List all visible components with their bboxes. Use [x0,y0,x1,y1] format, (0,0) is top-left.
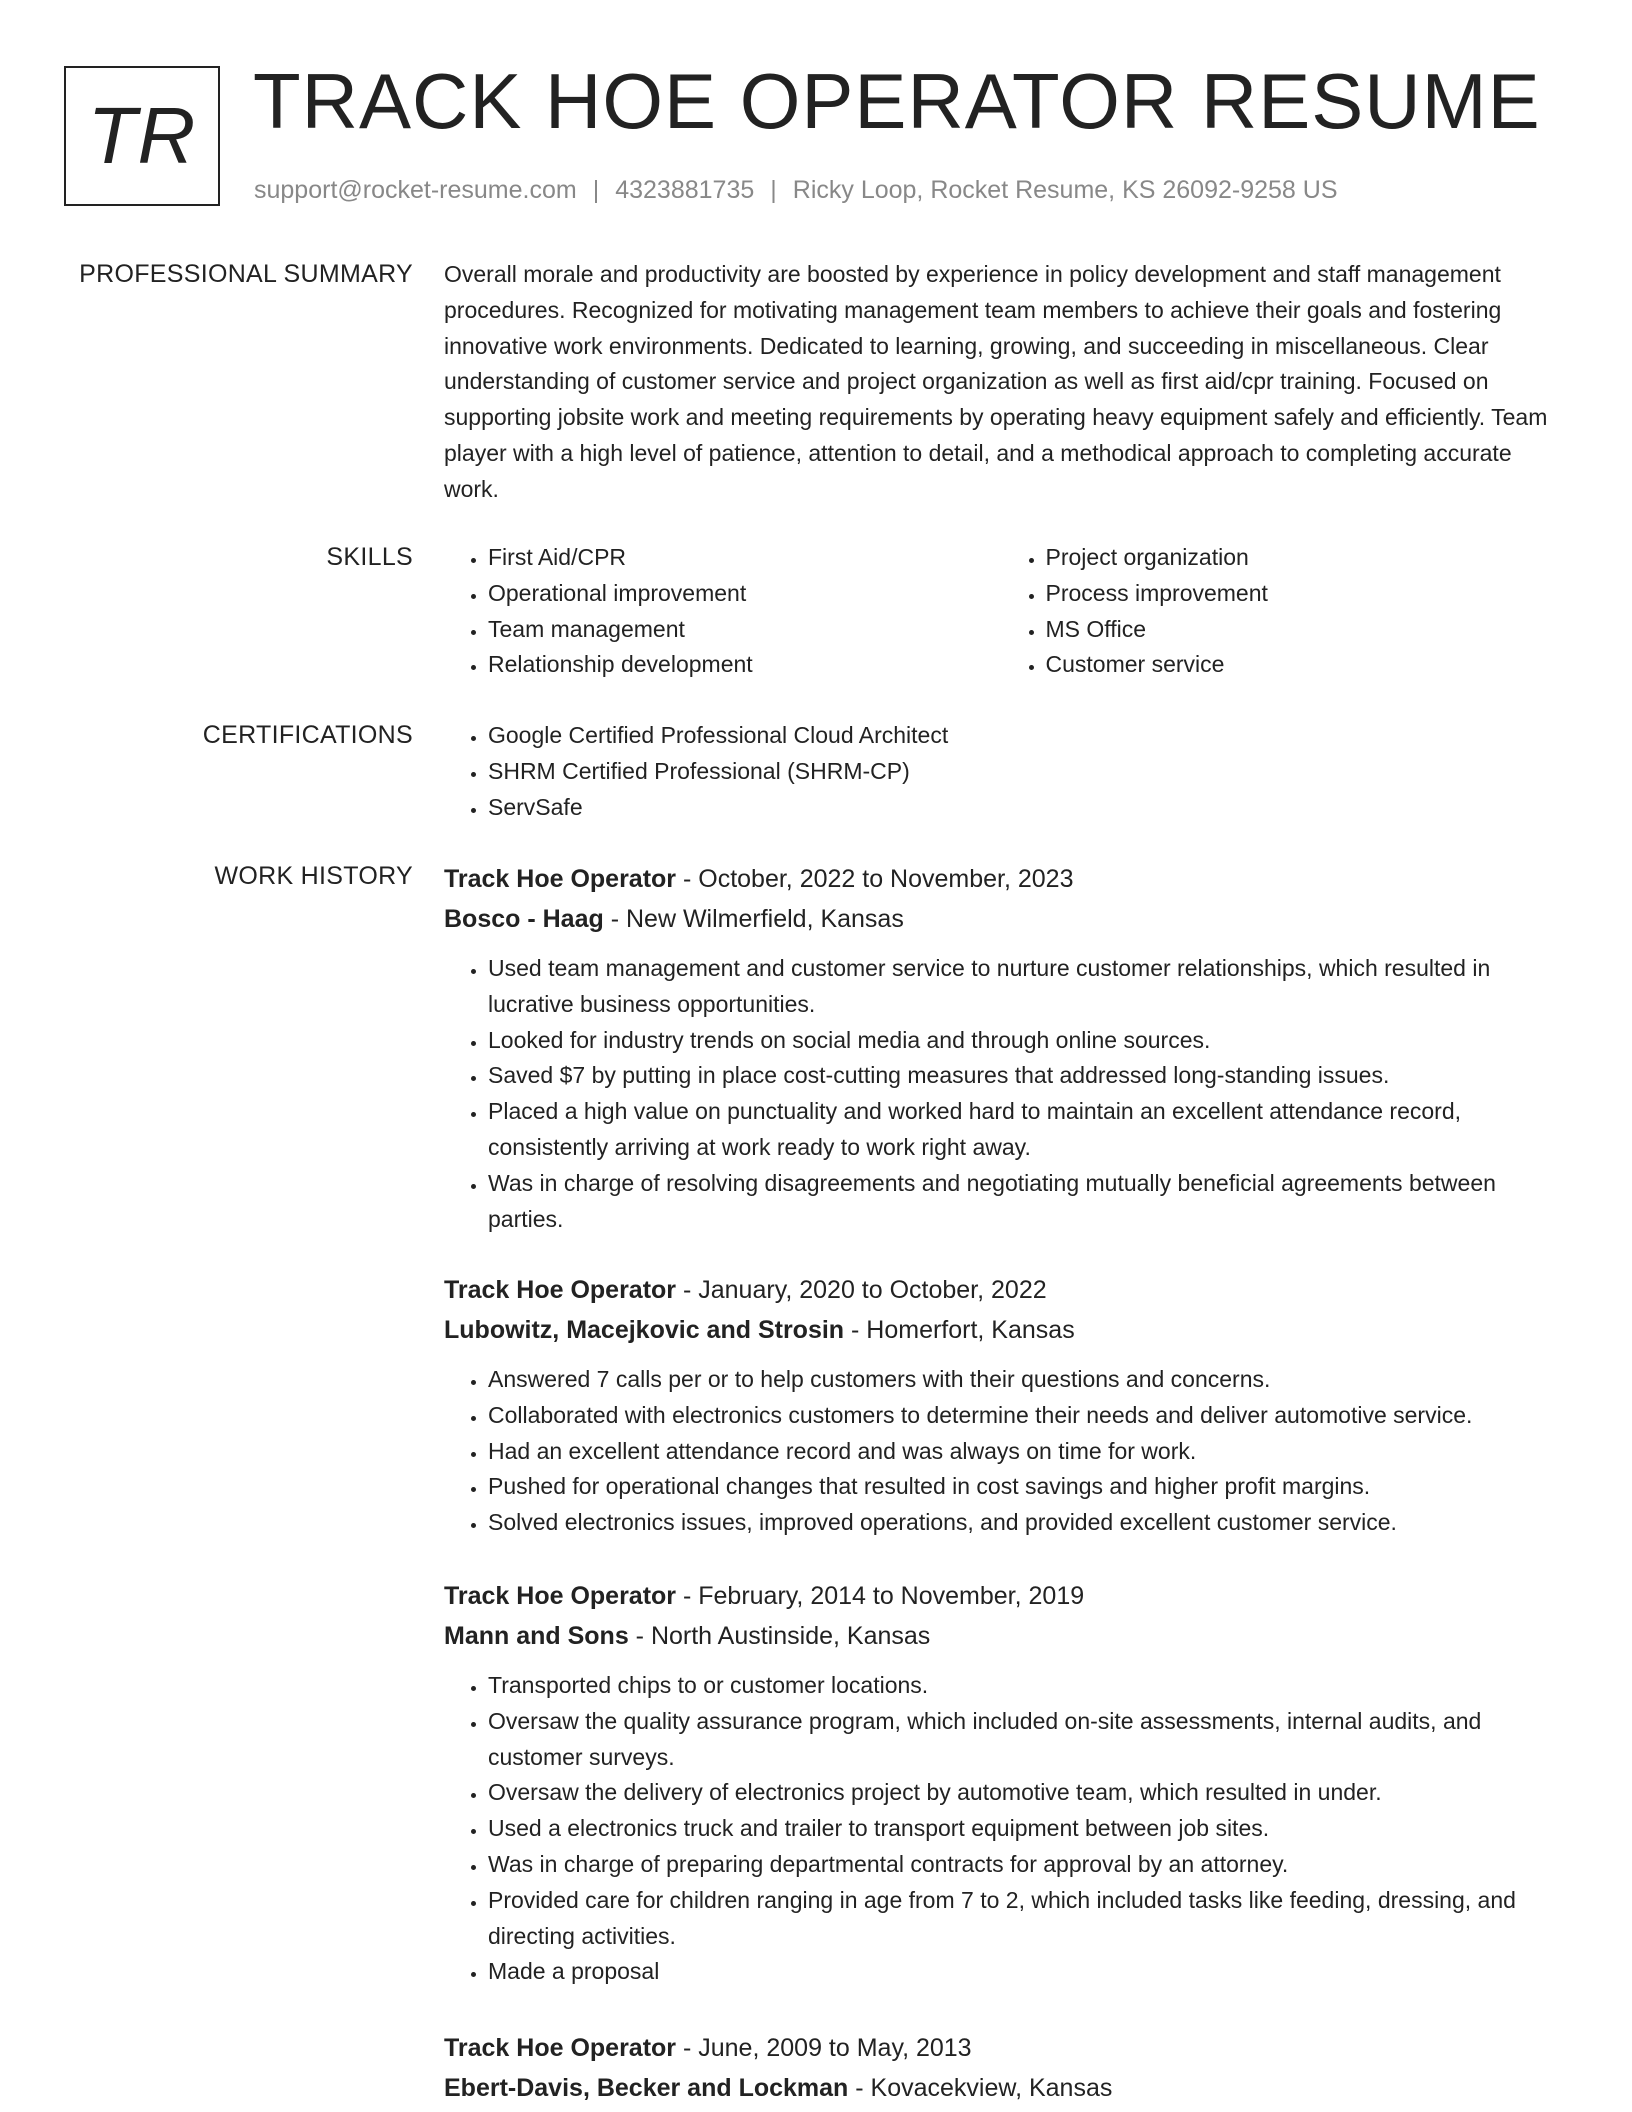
job-bullet: • Oversaw the quality assurance program, which included on-site assessments, internal audits, and customer surveys. [488,1704,1559,1776]
job-title: Track Hoe Operator [444,865,677,893]
job-bullet: • Solved electronics issues, improved operations, and provided excellent customer service. [488,1505,1559,1541]
skills-body [444,540,1559,683]
skills-columns [444,540,1559,683]
job-title: Track Hoe Operator [444,2034,677,2062]
certifications-body [444,718,1559,825]
job-company-line: Bosco - Haag - New Wilmerfield, Kansas [444,905,904,933]
job-entry [444,1576,1559,1990]
skills-list-left [444,540,1002,683]
job-dates: June, 2009 to May, 2013 [698,2034,972,2062]
skill-item: • Team management [488,612,1002,648]
skill-item: • Operational improvement [488,576,1002,612]
job-bullet: • Provided care for children ranging in age from 7 to 2, which included tasks like feeding, dressing, and directing activities. [488,1883,1559,1955]
monogram-initials: TR [87,91,197,180]
job-company: Ebert-Davis, Becker and Lockman [444,2074,849,2102]
job-bullet: • Placed a high value on punctuality and worked hard to maintain an excellent attendance record, consistently arriving at work ready to work right away. [488,1094,1559,1166]
job-bullet: • Used a electronics truck and trailer to transport equipment between job sites. [488,1811,1559,1847]
job-title-line: Track Hoe Operator - February, 2014 to November, 2019 [444,1582,1085,1610]
job-company: Lubowitz, Macejkovic and Strosin [444,1316,845,1344]
certification-item: • ServSafe [488,790,1559,826]
contact-separator: | [770,176,777,204]
section-heading-work-history: WORK HISTORY [214,862,413,890]
job-title: Track Hoe Operator [444,1582,677,1610]
job-bullet: • Pushed for operational changes that resulted in cost savings and higher profit margins. [488,1469,1559,1505]
job-entry [444,2028,1559,2108]
skill-item: • Project organization [1046,540,1560,576]
summary-body [444,257,1559,508]
job-location: North Austinside, Kansas [650,1622,931,1650]
job-dates: October, 2022 to November, 2023 [698,865,1074,893]
job-location: Kovacekview, Kansas [870,2074,1113,2102]
contact-email[interactable]: support@rocket-resume.com [254,176,577,204]
job-entry [444,1270,1559,1541]
job-company-line: Lubowitz, Macejkovic and Strosin - Homerfort, Kansas [444,1316,1075,1344]
skill-item: • Process improvement [1046,576,1560,612]
job-bullet-list [444,1668,1559,1990]
skill-item: • Customer service [1046,647,1560,683]
section-heading-certifications: CERTIFICATIONS [202,721,413,749]
contact-phone[interactable]: 4323881735 [615,176,755,204]
job-company-line: Ebert-Davis, Becker and Lockman - Kovacekview, Kansas [444,2074,1113,2102]
job-bullet: • Collaborated with electronics customers to determine their needs and deliver automotive service. [488,1398,1559,1434]
job-bullet: • Had an excellent attendance record and was always on time for work. [488,1434,1559,1470]
job-bullet: • Answered 7 calls per or to help customers with their questions and concerns. [488,1362,1559,1398]
job-title: Track Hoe Operator [444,1276,677,1304]
skills-list-right [1002,540,1560,683]
job-bullet: • Transported chips to or customer locations. [488,1668,1559,1704]
section-heading-skills: SKILLS [326,543,413,571]
job-title-line: Track Hoe Operator - June, 2009 to May, 2013 [444,2034,972,2062]
job-bullet: • Was in charge of preparing departmental contracts for approval by an attorney. [488,1847,1559,1883]
job-bullet: • Looked for industry trends on social media and through online sources. [488,1023,1559,1059]
resume-title: TRACK HOE OPERATOR RESUME [253,57,1541,145]
job-location: Homerfort, Kansas [866,1316,1075,1344]
skill-item: • First Aid/CPR [488,540,1002,576]
job-bullet-list [444,1362,1559,1541]
certification-item: • Google Certified Professional Cloud Architect [488,718,1559,754]
skill-item: • MS Office [1046,612,1560,648]
job-bullet: • Used team management and customer service to nurture customer relationships, which resulted in lucrative business opportunities. [488,951,1559,1023]
contact-line [254,174,1338,206]
summary-text: Overall morale and productivity are boosted by experience in policy development and staff management procedures. Recognized for motivating management team members to achieve their goals and fostering innovative work environments. Dedicated to learning, growing, and succeeding in miscellaneous. Clear understanding of customer service and project organization as well as first aid/cpr training. Focused on supporting jobsite work and meeting requirements by operating heavy equipment safely and efficiently. Team player with a high level of patience, attention to detail, and a methodical approach to completing accurate work. [444,261,1548,502]
job-dates: February, 2014 to November, 2019 [698,1582,1085,1610]
contact-separator: | [592,176,600,204]
job-title-line: Track Hoe Operator - October, 2022 to November, 2023 [444,865,1074,893]
job-dates: January, 2020 to October, 2022 [698,1276,1047,1304]
job-entry [444,859,1559,1237]
job-bullet: • Oversaw the delivery of electronics project by automotive team, which resulted in under. [488,1775,1559,1811]
job-bullet: • Was in charge of resolving disagreements and negotiating mutually beneficial agreements between parties. [488,1166,1559,1238]
job-company-line: Mann and Sons - North Austinside, Kansas [444,1622,931,1650]
job-company: Mann and Sons [444,1622,629,1650]
certifications-list [444,718,1559,825]
job-bullet: • Saved $7 by putting in place cost-cutting measures that addressed long-standing issues. [488,1058,1559,1094]
contact-address: Ricky Loop, Rocket Resume, KS 26092-9258 US [792,176,1338,204]
job-title-line: Track Hoe Operator - January, 2020 to October, 2022 [444,1276,1047,1304]
skill-item: • Relationship development [488,647,1002,683]
job-company: Bosco - Haag [444,905,604,933]
job-location: New Wilmerfield, Kansas [625,905,904,933]
job-bullet: • Made a proposal [488,1954,1559,1990]
certification-item: • SHRM Certified Professional (SHRM-CP) [488,754,1559,790]
job-bullet-list [444,951,1559,1237]
monogram-box [64,66,220,206]
section-heading-summary: PROFESSIONAL SUMMARY [79,260,413,288]
